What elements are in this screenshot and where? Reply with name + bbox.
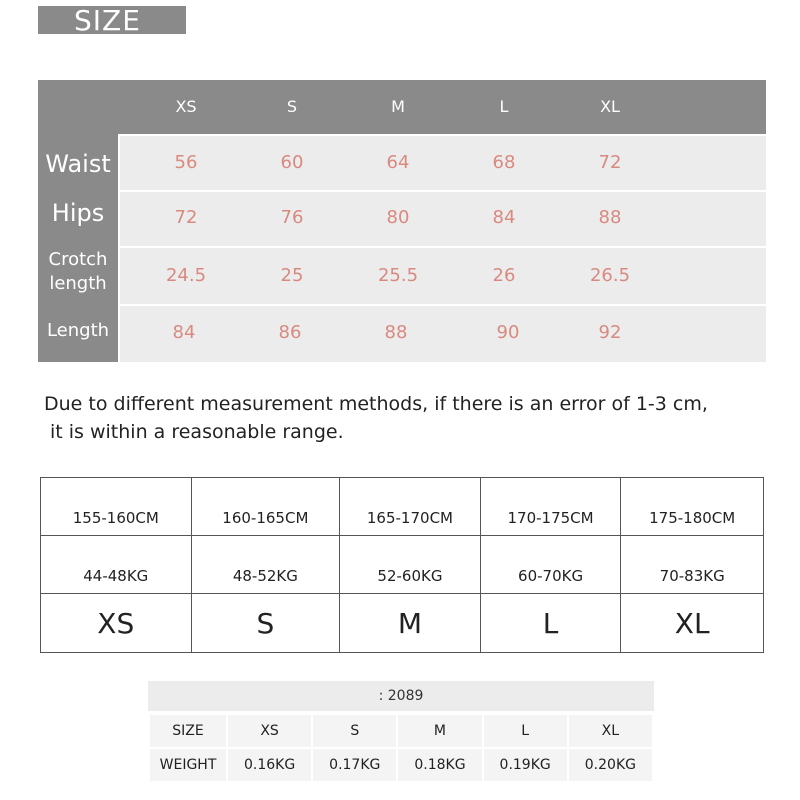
weight-range-cell: 48-52KG xyxy=(191,536,340,594)
row-label-length: Length xyxy=(46,320,110,341)
length-s: 86 xyxy=(278,322,302,343)
crotch-m: 25.5 xyxy=(377,265,419,286)
waist-s: 60 xyxy=(280,152,304,173)
hips-xl: 88 xyxy=(598,207,622,228)
crotch-l: 26 xyxy=(492,265,516,286)
height-cell: 155-160CM xyxy=(41,478,192,536)
row-label-waist: Waist xyxy=(45,150,111,178)
size-cell: S xyxy=(191,594,340,653)
package-weight-cell: 0.16KG xyxy=(227,748,312,782)
hips-m: 80 xyxy=(386,207,410,228)
size-chart xyxy=(38,80,766,362)
fit-table xyxy=(40,477,764,653)
row-label-crotch: Crotch xyxy=(48,249,108,270)
package-size-cell: L xyxy=(483,714,568,748)
size-cell: XL xyxy=(621,594,764,653)
package-weight-cell: 0.20KG xyxy=(568,748,653,782)
note-line-2: it is within a reasonable range. xyxy=(50,421,344,443)
size-cell: M xyxy=(340,594,481,653)
package-size-cell: XL xyxy=(568,714,653,748)
size-header-l: L xyxy=(499,97,509,116)
size-header-s: S xyxy=(286,97,298,116)
weight-range-cell: 70-83KG xyxy=(621,536,764,594)
package-weight-cell: 0.18KG xyxy=(397,748,482,782)
size-chart-header xyxy=(38,80,766,134)
table-row xyxy=(41,536,764,594)
size-cell: L xyxy=(480,594,621,653)
hips-l: 84 xyxy=(492,207,516,228)
length-xl: 92 xyxy=(598,322,622,343)
height-cell: 170-175CM xyxy=(480,478,621,536)
size-header-m: M xyxy=(391,97,405,116)
package-size-cell: XS xyxy=(227,714,312,748)
crotch-xs: 24.5 xyxy=(165,265,207,286)
package-size-cell: M xyxy=(397,714,482,748)
measurement-note xyxy=(44,390,774,446)
size-cell: XS xyxy=(41,594,192,653)
table-row xyxy=(41,594,764,653)
size-header-xl: XL xyxy=(600,97,620,116)
weight-range-cell: 52-60KG xyxy=(340,536,481,594)
waist-xs: 56 xyxy=(174,152,198,173)
crotch-xl: 26.5 xyxy=(589,265,631,286)
package-weight-cell: 0.19KG xyxy=(483,748,568,782)
note-line-1: Due to different measurement methods, if there is an error of 1-3 cm, xyxy=(44,393,708,415)
package-size-cell: S xyxy=(312,714,397,748)
hips-xs: 72 xyxy=(174,207,198,228)
package-weight-block xyxy=(148,681,654,778)
weight-row-label: WEIGHT xyxy=(149,748,227,782)
waist-m: 64 xyxy=(386,152,410,173)
row-label-hips: Hips xyxy=(51,199,105,227)
waist-xl: 72 xyxy=(598,152,622,173)
package-weight-table xyxy=(148,713,654,783)
height-cell: 175-180CM xyxy=(621,478,764,536)
size-row-label: SIZE xyxy=(149,714,227,748)
length-l: 90 xyxy=(496,322,520,343)
size-heading: SIZE xyxy=(38,6,186,34)
table-row xyxy=(149,748,653,782)
product-code: : 2089 xyxy=(148,681,654,711)
table-row xyxy=(149,714,653,748)
table-row xyxy=(41,478,764,536)
length-xs: 84 xyxy=(172,322,196,343)
row-label-length-word: length xyxy=(49,273,107,294)
height-cell: 165-170CM xyxy=(340,478,481,536)
height-cell: 160-165CM xyxy=(191,478,340,536)
size-header-xs: XS xyxy=(175,97,197,116)
hips-s: 76 xyxy=(280,207,304,228)
crotch-s: 25 xyxy=(280,265,304,286)
weight-range-cell: 60-70KG xyxy=(480,536,621,594)
length-m: 88 xyxy=(384,322,408,343)
waist-l: 68 xyxy=(492,152,516,173)
weight-range-cell: 44-48KG xyxy=(41,536,192,594)
package-weight-cell: 0.17KG xyxy=(312,748,397,782)
